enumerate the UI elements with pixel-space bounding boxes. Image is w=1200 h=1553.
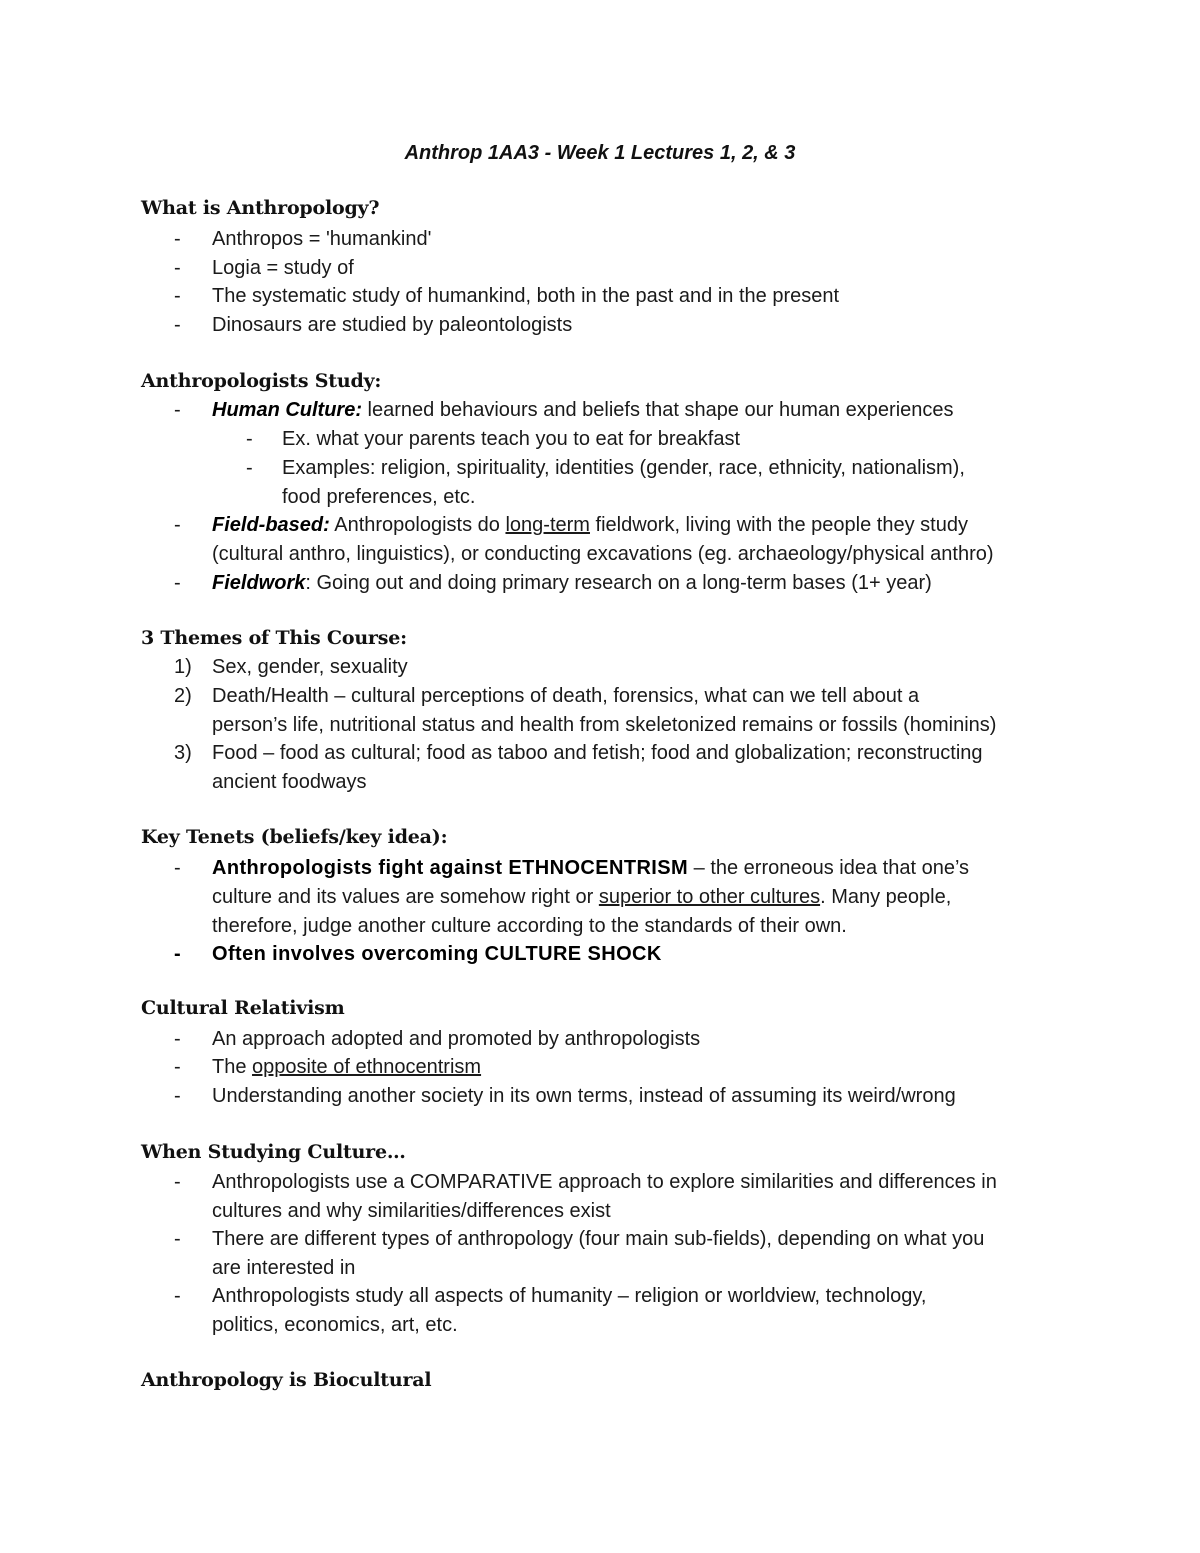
list-line: [212, 854, 1092, 883]
bullet-marker: -: [174, 314, 181, 336]
bullet-marker: -: [174, 572, 181, 594]
sub-list-line: food preferences, etc.: [282, 486, 476, 508]
bullet-marker: -: [174, 1228, 181, 1250]
underlined-opposite: opposite of ethnocentrism: [252, 1056, 482, 1078]
list-item: [212, 1168, 1092, 1226]
list-line: Food – food as cultural; food as taboo and fetish; food and globalization; reconstructing: [212, 742, 983, 764]
text-span: . Many people,: [820, 886, 952, 908]
bullet-marker: -: [174, 1285, 181, 1307]
numbered-item: [212, 682, 1092, 740]
numbered-item: Sex, gender, sexuality: [212, 656, 408, 678]
list-item: [212, 1282, 1092, 1340]
list-item-field-based: [212, 511, 1092, 569]
term-fieldwork: Fieldwork: [212, 572, 306, 594]
bullet-marker: -: [174, 228, 181, 250]
numbered-item: [212, 739, 1092, 797]
bullet-marker: -: [174, 399, 181, 421]
list-number: 2): [174, 685, 192, 707]
sub-list-item: [282, 454, 1082, 512]
text-span: The: [212, 1056, 253, 1078]
list-line: cultures and why similarities/differences exist: [212, 1200, 611, 1222]
text-span: culture and its values are somehow right or: [212, 886, 599, 908]
list-number: 1): [174, 656, 192, 678]
term-field-based: Field-based:: [212, 514, 330, 536]
heading-cultural-relativism: Cultural Relativism: [141, 997, 345, 1019]
bullet-marker: -: [174, 1085, 181, 1107]
document-title: Anthrop 1AA3 - Week 1 Lectures 1, 2, & 3: [404, 142, 796, 164]
list-item: [212, 1225, 1092, 1283]
list-item: [212, 1053, 1092, 1082]
bullet-marker: -: [174, 943, 181, 965]
list-line: Death/Health – cultural perceptions of death, forensics, what can we tell about a: [212, 685, 920, 707]
term-human-culture: Human Culture:: [212, 399, 362, 421]
heading-what-is-anthropology: What is Anthropology?: [141, 197, 380, 219]
definition-text: : Going out and doing primary research on a long-term bases (1+ year): [305, 572, 932, 594]
list-line: Anthropologists study all aspects of humanity – religion or worldview, technology,: [212, 1285, 927, 1307]
list-line: therefore, judge another culture according to the standards of their own.: [212, 915, 847, 937]
bullet-marker: -: [174, 285, 181, 307]
list-item: Logia = study of: [212, 257, 354, 279]
text-span: fieldwork, living with the people they study: [589, 514, 968, 536]
list-item: An approach adopted and promoted by anthropologists: [212, 1028, 701, 1050]
list-line: are interested in: [212, 1257, 356, 1279]
bullet-marker: -: [174, 1171, 181, 1193]
underlined-superior: superior to other cultures: [598, 886, 821, 908]
list-item: The systematic study of humankind, both in the past and in the present: [212, 285, 840, 307]
definition-text: learned behaviours and beliefs that shape our human experiences: [362, 399, 954, 421]
list-line: person’s life, nutritional status and health from skeletonized remains or fossils (hominins): [212, 714, 997, 736]
heading-anthropologists-study: Anthropologists Study:: [141, 370, 382, 392]
list-item-ethnocentrism: [212, 854, 1092, 941]
list-line: Anthropologists use a COMPARATIVE approach to explore similarities and differences in: [212, 1171, 997, 1193]
bullet-marker: -: [246, 428, 253, 450]
heading-when-studying-culture: When Studying Culture…: [141, 1141, 406, 1163]
sub-list-line: Examples: religion, spirituality, identities (gender, race, ethnicity, nationalism),: [282, 457, 965, 479]
list-line: (cultural anthro, linguistics), or conducting excavations (eg. archaeology/physical anthro): [212, 543, 994, 565]
bullet-marker: -: [174, 1056, 181, 1078]
list-number: 3): [174, 742, 192, 764]
list-line: politics, economics, art, etc.: [212, 1314, 458, 1336]
bullet-marker: -: [174, 257, 181, 279]
list-item: Anthropos = 'humankind': [212, 228, 432, 250]
heading-three-themes: 3 Themes of This Course:: [141, 627, 407, 649]
list-line: [212, 883, 1092, 912]
ethnocentrism-bold: Anthropologists fight against ETHNOCENTRISM: [212, 857, 689, 879]
bullet-marker: -: [174, 857, 181, 879]
list-item-culture-shock: Often involves overcoming CULTURE SHOCK: [212, 943, 662, 965]
list-item: Understanding another society in its own terms, instead of assuming its weird/wrong: [212, 1085, 956, 1107]
heading-biocultural: Anthropology is Biocultural: [141, 1369, 432, 1391]
list-line: There are different types of anthropology (four main sub-fields), depending on what you: [212, 1228, 985, 1250]
text-span: – the erroneous idea that one’s: [688, 857, 970, 879]
list-item-human-culture: [212, 396, 1092, 425]
bullet-marker: -: [174, 514, 181, 536]
list-line: [212, 511, 1092, 540]
underlined-long-term: long-term: [505, 514, 590, 536]
bullet-marker: -: [246, 457, 253, 479]
list-item-fieldwork: [212, 569, 1092, 598]
text-span: Anthropologists do: [329, 514, 506, 536]
list-item: Dinosaurs are studied by paleontologists: [212, 314, 573, 336]
sub-list-item: Ex. what your parents teach you to eat for breakfast: [282, 428, 741, 450]
bullet-marker: -: [174, 1028, 181, 1050]
heading-key-tenets: Key Tenets (beliefs/key idea):: [141, 826, 448, 848]
list-line: ancient foodways: [212, 771, 367, 793]
